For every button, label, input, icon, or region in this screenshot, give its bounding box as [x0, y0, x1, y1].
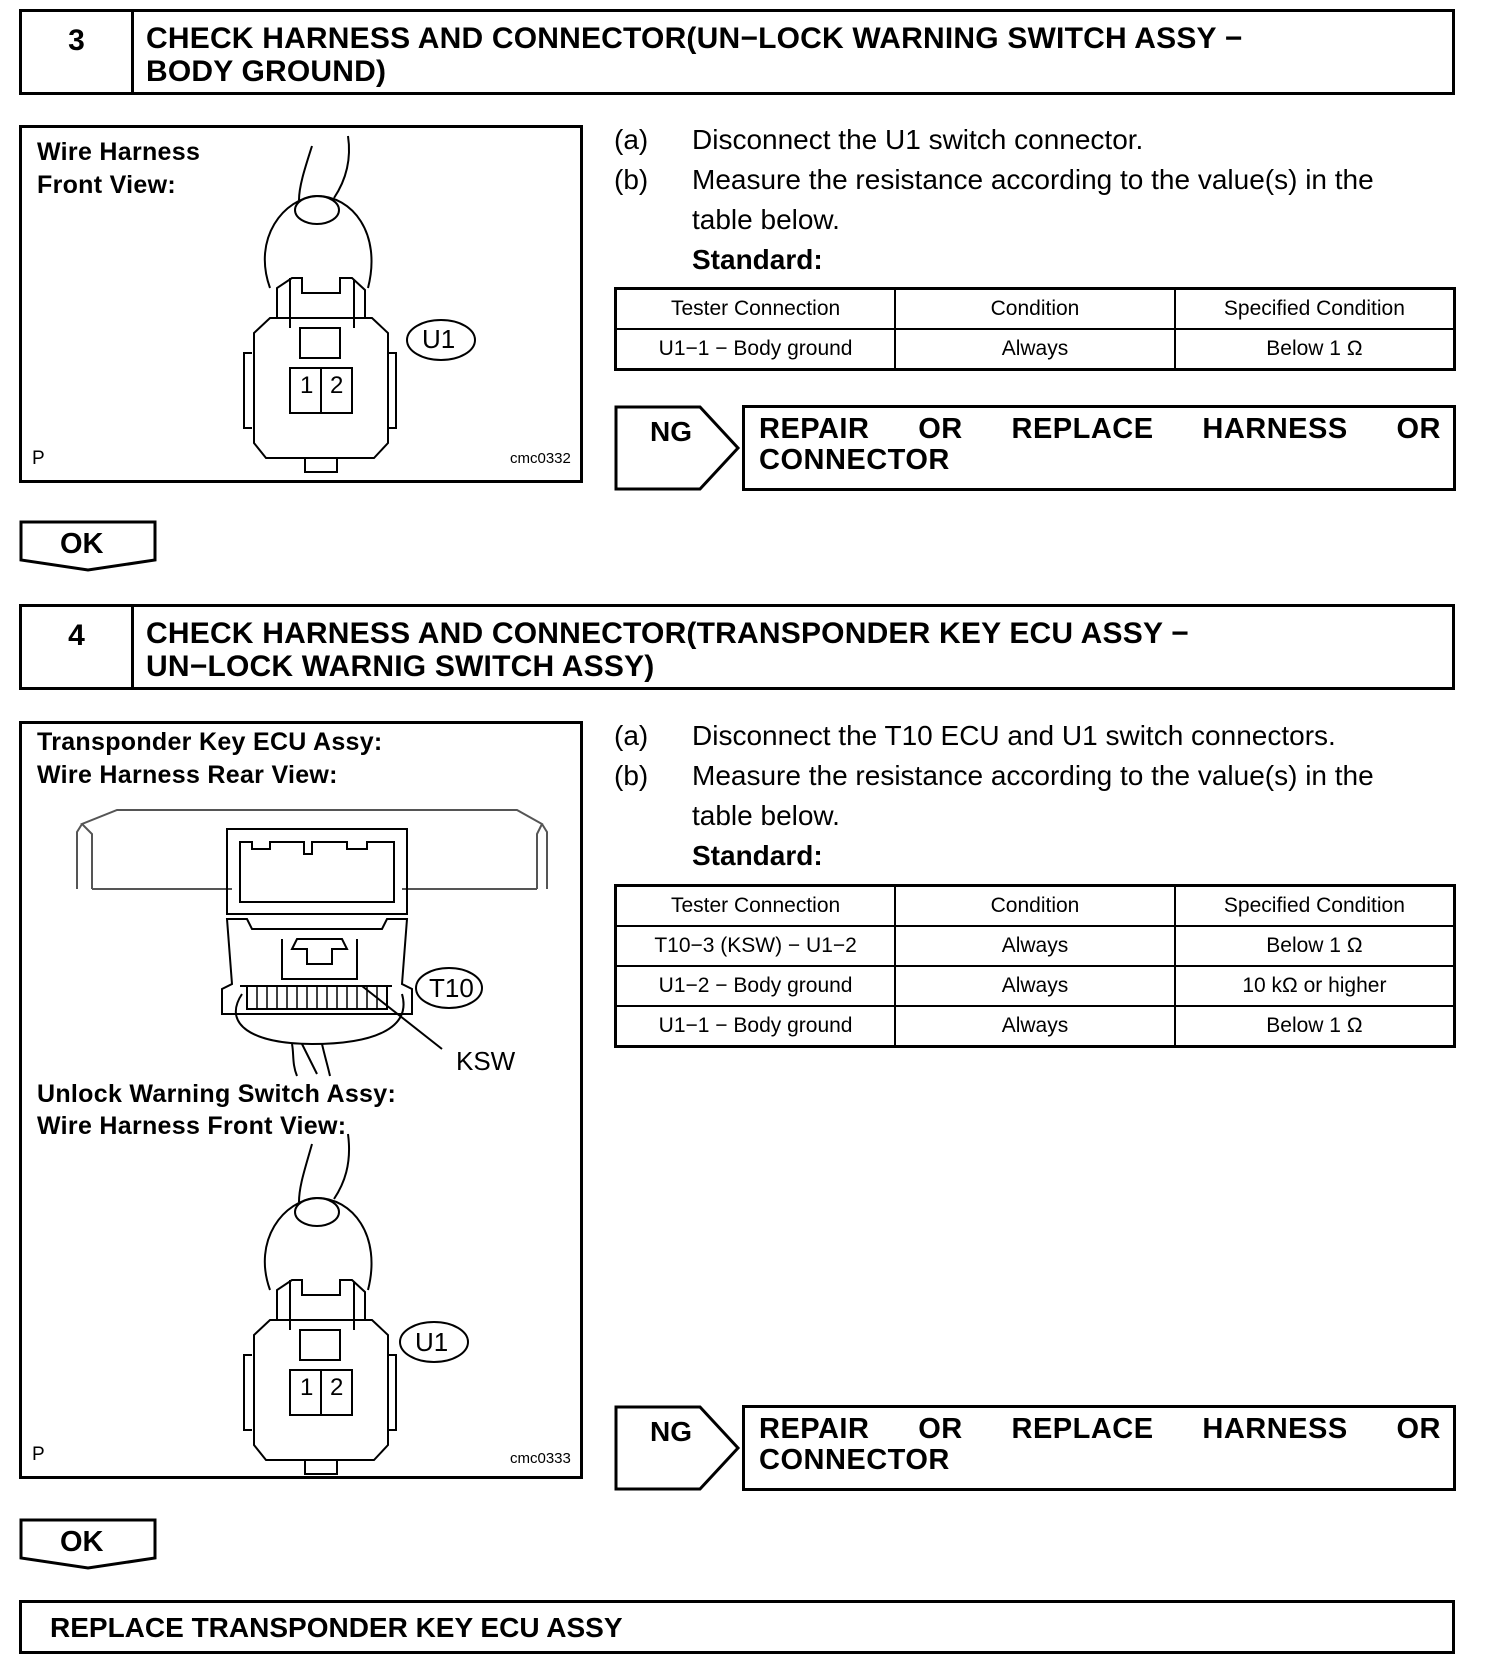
pin-2: 2 [330, 372, 344, 399]
table-cell: U1−2 − Body ground [616, 966, 896, 1006]
figure-label: Wire Harness Front View: [37, 138, 201, 199]
u1-connector-drawing [22, 128, 580, 480]
ksw-terminal-label: KSW [456, 1046, 516, 1076]
step-3-header [19, 9, 1455, 95]
ok-label: OK [60, 1526, 104, 1558]
final-action-box: REPLACE TRANSPONDER KEY ECU ASSY [19, 1600, 1455, 1654]
column-header: Tester Connection [616, 886, 896, 927]
table-cell: Always [895, 329, 1175, 370]
step-4-spec-table [614, 884, 1456, 1048]
table-cell: Always [895, 926, 1175, 966]
standard-label: Standard: [692, 840, 823, 871]
figure-label: Transponder Key ECU Assy: Wire Harness Rear View: [37, 728, 383, 789]
table-header-row [616, 886, 1455, 927]
connector-label-u1: U1 [415, 1327, 449, 1357]
column-header: Specified Condition [1175, 289, 1455, 330]
step-4-instructions: (a) Disconnect the T10 ECU and U1 switch connectors. (b) Measure the resistance according to the value(s) in the table below. Standard: [614, 716, 1456, 876]
figure-code: cmc0333 [510, 1450, 571, 1467]
table-row [616, 329, 1455, 370]
pin-1: 1 [300, 1374, 314, 1401]
table-cell: U1−1 − Body ground [616, 1006, 896, 1047]
table-cell: T10−3 (KSW) − U1−2 [616, 926, 896, 966]
table-cell: Below 1 Ω [1175, 926, 1455, 966]
table-row [616, 1006, 1455, 1047]
ng-action-box: REPAIR OR REPLACE HARNESS OR CONNECTOR [742, 405, 1456, 491]
table-header-row [616, 289, 1455, 330]
step-number: 4 [22, 607, 134, 687]
step-3-spec-table [614, 287, 1456, 371]
table-cell: Always [895, 966, 1175, 1006]
step-title: CHECK HARNESS AND CONNECTOR(TRANSPONDER KEY ECU ASSY − UN−LOCK WARNIG SWITCH ASSY) [146, 617, 1189, 683]
connector-label-u1: U1 [422, 324, 456, 354]
figure-p-mark: P [32, 448, 45, 469]
standard-label: Standard: [692, 244, 823, 275]
table-cell: Below 1 Ω [1175, 1006, 1455, 1047]
column-header: Tester Connection [616, 289, 896, 330]
column-header: Condition [895, 289, 1175, 330]
ng-action-box: REPAIR OR REPLACE HARNESS OR CONNECTOR [742, 1405, 1456, 1491]
column-header: Specified Condition [1175, 886, 1455, 927]
step-3-instructions: (a) Disconnect the U1 switch connector. (b) Measure the resistance according to the value(s) in the table below. Standard: [614, 120, 1456, 280]
table-cell: U1−1 − Body ground [616, 329, 896, 370]
figure-code: cmc0332 [510, 450, 571, 467]
connector-label-t10: T10 [429, 973, 474, 1003]
table-cell: Below 1 Ω [1175, 329, 1455, 370]
step-4-figure [19, 721, 583, 1479]
figure-p-mark: P [32, 1444, 45, 1465]
instruction-a: (a) Disconnect the U1 switch connector. [614, 124, 1144, 155]
step-4-header [19, 604, 1455, 690]
ok-label: OK [60, 528, 104, 560]
instruction-b: (b) Measure the resistance according to the value(s) in the [614, 760, 1374, 791]
ng-label: NG [650, 416, 692, 447]
instruction-b: (b) Measure the resistance according to the value(s) in the [614, 164, 1374, 195]
table-row [616, 966, 1455, 1006]
pin-1: 1 [300, 372, 314, 399]
table-row [616, 926, 1455, 966]
pin-2: 2 [330, 1374, 344, 1401]
step-3-figure [19, 125, 583, 483]
column-header: Condition [895, 886, 1175, 927]
table-cell: 10 kΩ or higher [1175, 966, 1455, 1006]
figure-label-lower: Unlock Warning Switch Assy: Wire Harness Front View: [37, 1080, 397, 1140]
step-number: 3 [22, 12, 134, 92]
table-cell: Always [895, 1006, 1175, 1047]
step-title: CHECK HARNESS AND CONNECTOR(UN−LOCK WARNING SWITCH ASSY − BODY GROUND) [146, 22, 1243, 88]
instruction-a: (a) Disconnect the T10 ECU and U1 switch connectors. [614, 720, 1336, 751]
ng-label: NG [650, 1416, 692, 1447]
